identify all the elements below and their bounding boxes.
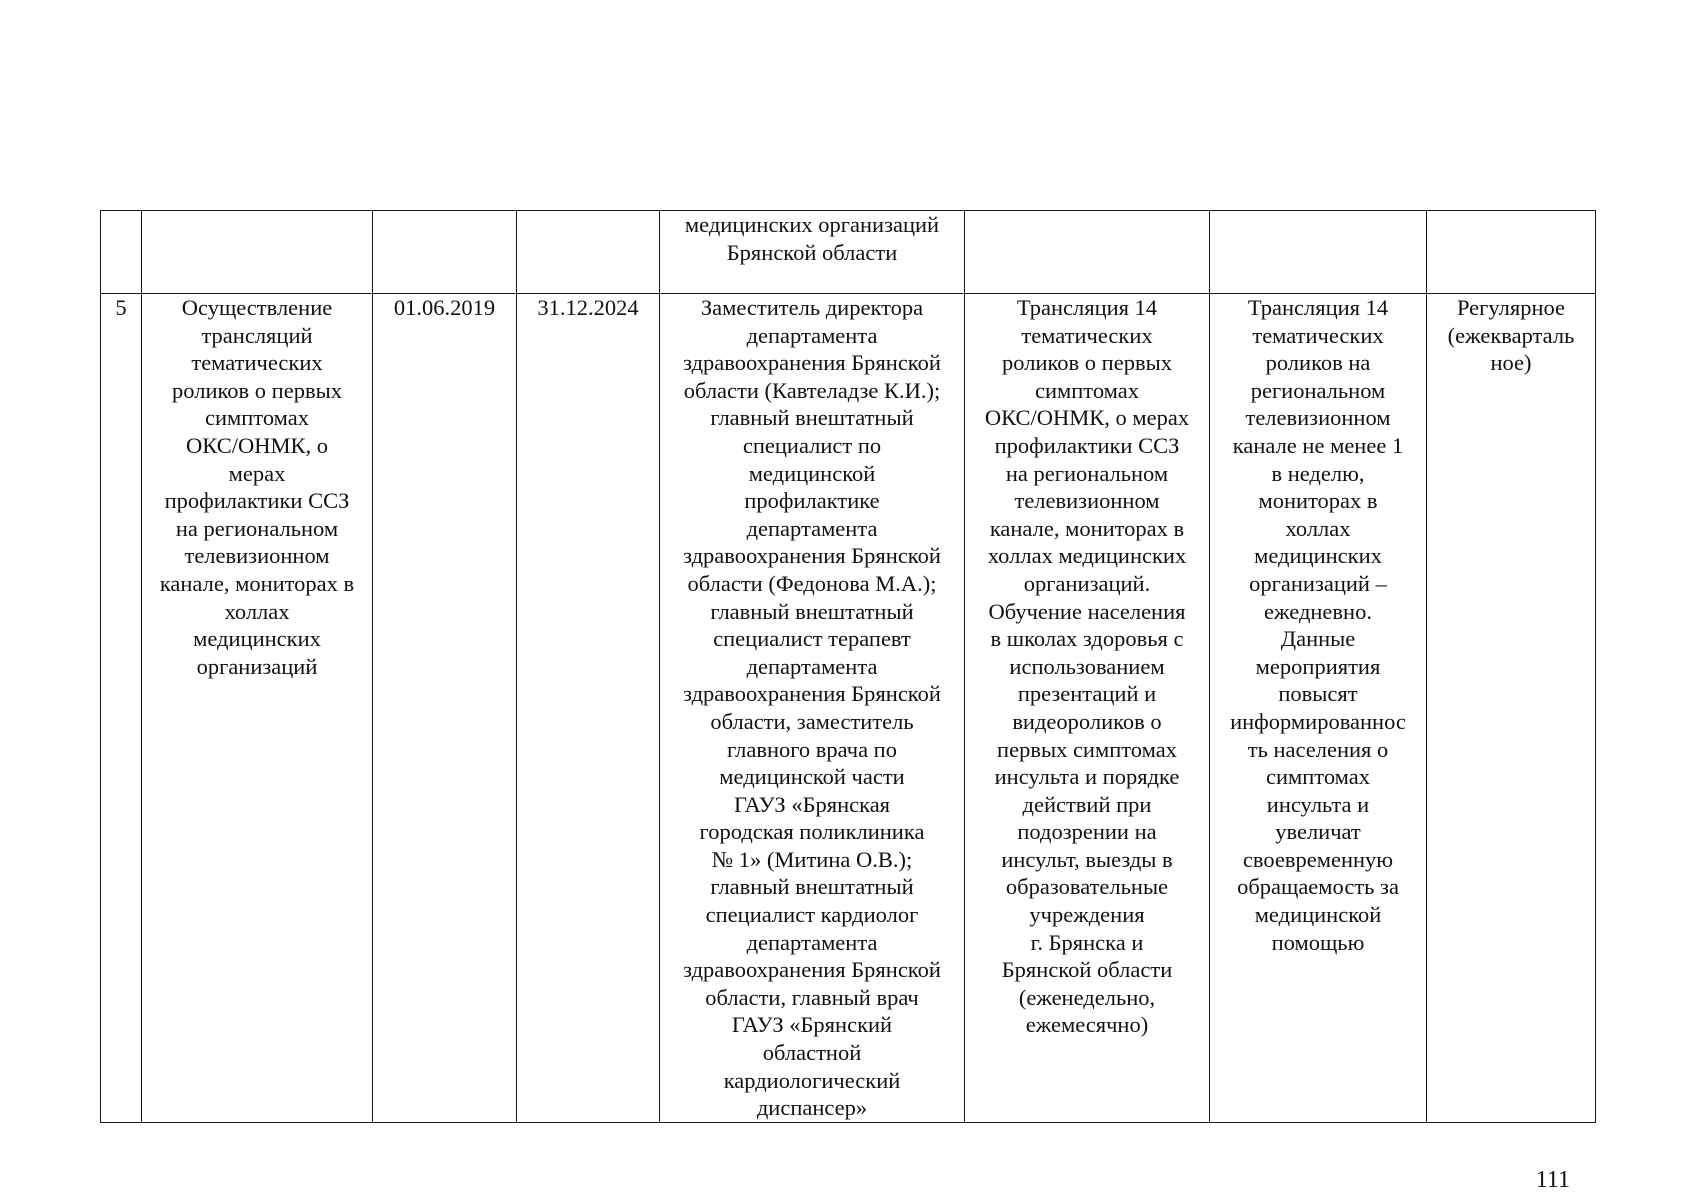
cell-start-date bbox=[373, 211, 517, 294]
table-row-continuation bbox=[101, 211, 1596, 294]
cell-end-date bbox=[517, 294, 660, 1123]
responsible-text: Заместитель директора департамента здравоохранения Брянской области (Кавтеладзе К.И.); главный внештатный специалист по медицинской профилактике департамента здравоохранения Брянской области (Федонова М.А.); главный внештатный специалист терапевт департамента здравоохранения Брянской области, заместитель главного врача по медицинской части ГАУЗ «Брянская городская поликлиника № 1» (Митина О.В.); главный внештатный специалист кардиолог департамента здравоохранения Брянской области, главный врач ГАУЗ «Брянский областной кардиологический диспансер» bbox=[683, 295, 941, 1121]
cell-responsible bbox=[660, 211, 965, 294]
frequency-text: Регулярное (ежекварталь ное) bbox=[1447, 295, 1575, 376]
plan-table bbox=[100, 210, 1596, 1123]
start-date: 01.06.2019 bbox=[393, 295, 496, 320]
characteristic-text: Трансляция 14 тематических роликов о первых симптомах ОКС/ОНМК, о мерах профилактики ССЗ на региональном телевизионном канале, мониторах в холлах медицинских организаций. Обучение населения в школах здоровья с использованием презентаций и видеороликов о первых симптомах инсульта и порядке действий при подозрении на инсульт, выезды в образовательные учреждения г. Брянска и Брянской области (еженедельно, ежемесячно) bbox=[984, 295, 1190, 1038]
activity-text: Осуществление трансляций тематических роликов о первых симптомах ОКС/ОНМК, о мерах профилактики ССЗ на региональном телевизионном канале, мониторах в холлах медицинских организаций bbox=[159, 295, 355, 679]
page-number: 111 bbox=[1535, 1167, 1570, 1193]
table-row bbox=[101, 294, 1596, 1123]
cell-responsible bbox=[660, 294, 965, 1123]
end-date: 31.12.2024 bbox=[537, 295, 639, 320]
cell-frequency bbox=[1427, 211, 1596, 294]
cell-start-date bbox=[373, 294, 517, 1123]
responsible-text: медицинских организаций Брянской области bbox=[684, 212, 940, 265]
cell-characteristic bbox=[965, 211, 1210, 294]
cell-number bbox=[101, 211, 142, 294]
cell-activity bbox=[142, 211, 373, 294]
cell-result bbox=[1210, 211, 1427, 294]
cell-end-date bbox=[517, 211, 660, 294]
result-text: Трансляция 14 тематических роликов на региональном телевизионном канале не менее 1 в неделю, мониторах в холлах медицинских организаций – ежедневно. Данные мероприятия повысят информированнос ть населения о симптомах инсульта и увеличат своевременную обращаемость за медицинской помощью bbox=[1230, 295, 1406, 955]
cell-number bbox=[101, 294, 142, 1123]
cell-activity bbox=[142, 294, 373, 1123]
row-number: 5 bbox=[115, 295, 127, 320]
cell-result bbox=[1210, 294, 1427, 1123]
cell-characteristic bbox=[965, 294, 1210, 1123]
cell-frequency bbox=[1427, 294, 1596, 1123]
